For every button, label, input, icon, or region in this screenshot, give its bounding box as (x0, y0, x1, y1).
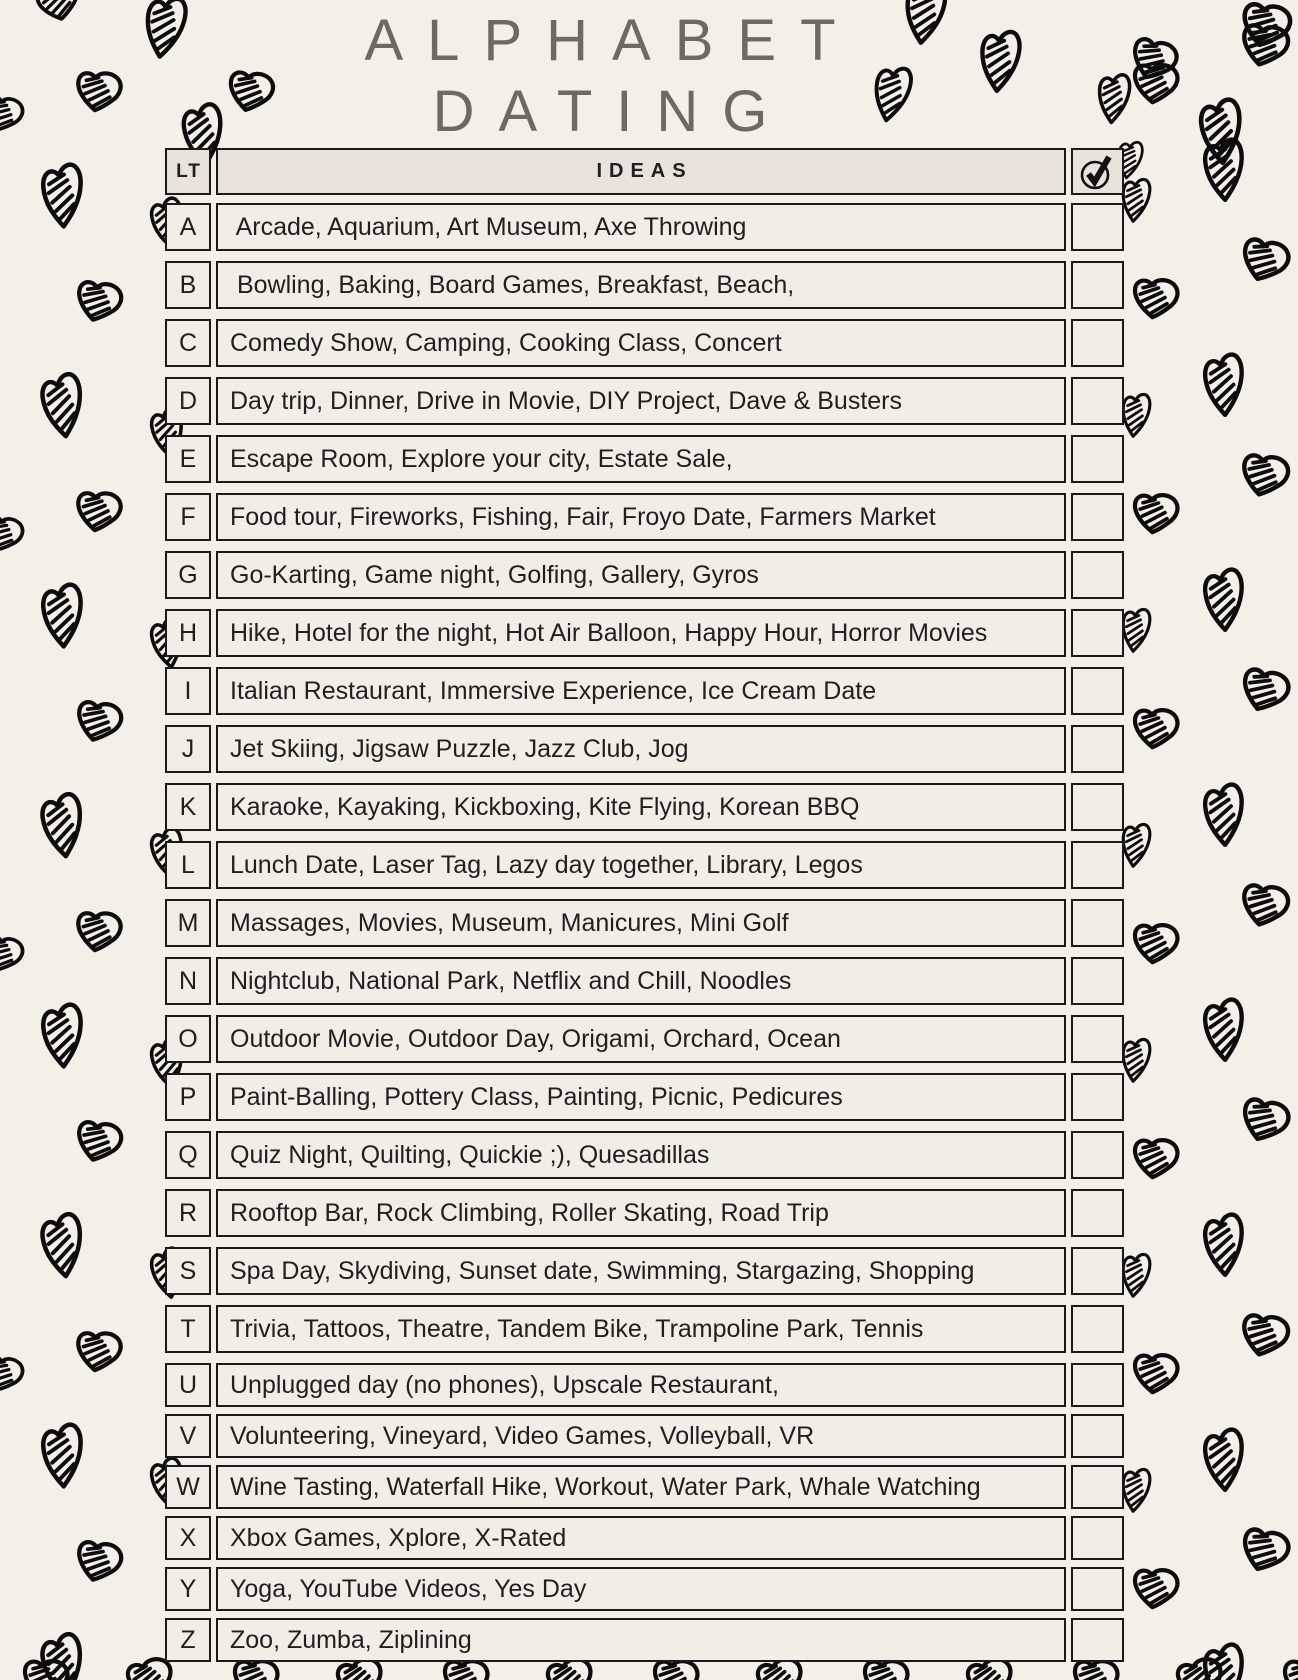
check-circle-icon (1079, 152, 1117, 192)
checkbox-cell[interactable] (1071, 1363, 1124, 1407)
letter-cell: S (165, 1247, 211, 1295)
ideas-cell: Bowling, Baking, Board Games, Breakfast, Beach, (216, 261, 1066, 309)
heart-doodle-icon (38, 1419, 86, 1492)
heart-doodle-icon (1232, 230, 1297, 291)
table-row (165, 203, 1124, 251)
heart-doodle-icon (1232, 1090, 1297, 1151)
ideas-cell: Jet Skiing, Jigsaw Puzzle, Jazz Club, Jog (216, 725, 1066, 773)
ideas-cell: Zoo, Zumba, Ziplining (216, 1618, 1066, 1662)
table-row (165, 1131, 1124, 1179)
letter-cell: H (165, 609, 211, 657)
letter-cell: V (165, 1414, 211, 1458)
letter-cell: X (165, 1516, 211, 1560)
ideas-cell: Italian Restaurant, Immersive Experience, Ice Cream Date (216, 667, 1066, 715)
heart-doodle-icon (38, 579, 86, 652)
heart-doodle-icon (1200, 1209, 1247, 1280)
table-row (165, 1015, 1124, 1063)
heart-doodle-icon (1127, 274, 1183, 325)
checkbox-cell[interactable] (1071, 493, 1124, 541)
letter-cell: M (165, 899, 211, 947)
ideas-cell: Lunch Date, Laser Tag, Lazy day together, Library, Legos (216, 841, 1066, 889)
ideas-cell: Paint-Balling, Pottery Class, Painting, Picnic, Pedicures (216, 1073, 1066, 1121)
letter-cell: O (165, 1015, 211, 1063)
ideas-cell: Comedy Show, Camping, Cooking Class, Concert (216, 319, 1066, 367)
heart-doodle-icon (1200, 994, 1247, 1065)
ideas-cell: Day trip, Dinner, Drive in Movie, DIY Project, Dave & Busters (216, 377, 1066, 425)
table-body (165, 203, 1124, 1662)
checkbox-cell[interactable] (1071, 899, 1124, 947)
title-line-1: ALPHABET (364, 8, 860, 73)
table-row (165, 551, 1124, 599)
heart-doodle-icon (68, 1114, 128, 1170)
heart-doodle-icon (0, 929, 29, 980)
table-row (165, 1189, 1124, 1237)
table-row (165, 1363, 1124, 1407)
heart-doodle-icon (35, 787, 87, 863)
heart-doodle-icon (1200, 1424, 1247, 1495)
checkbox-cell[interactable] (1071, 319, 1124, 367)
table-row (165, 493, 1124, 541)
table-row (165, 377, 1124, 425)
ideas-cell: Spa Day, Skydiving, Sunset date, Swimming, Stargazing, Shopping (216, 1247, 1066, 1295)
heart-doodle-icon (35, 367, 87, 443)
letter-cell: G (165, 551, 211, 599)
alphabet-table (165, 148, 1124, 1662)
letter-cell: K (165, 783, 211, 831)
heart-doodle-icon (1200, 564, 1247, 635)
letter-cell: T (165, 1305, 211, 1353)
letter-cell: P (165, 1073, 211, 1121)
heart-doodle-icon (1232, 660, 1297, 721)
ideas-cell: Quiz Night, Quilting, Quickie ;), Quesadillas (216, 1131, 1066, 1179)
heart-doodle-icon (1127, 704, 1183, 755)
table-header-row (165, 148, 1124, 195)
ideas-cell: Arcade, Aquarium, Art Museum, Axe Throwing (216, 203, 1066, 251)
table-row (165, 1073, 1124, 1121)
heart-doodle-icon (70, 486, 127, 538)
checkbox-cell[interactable] (1071, 1247, 1124, 1295)
ideas-cell: Karaoke, Kayaking, Kickboxing, Kite Flying, Korean BBQ (216, 783, 1066, 831)
heart-doodle-icon (1232, 1520, 1297, 1581)
checkbox-cell[interactable] (1071, 1414, 1124, 1458)
letter-cell: W (165, 1465, 211, 1509)
letter-cell: J (165, 725, 211, 773)
heart-doodle-icon (1127, 1349, 1183, 1400)
heart-doodle-icon (1127, 1134, 1183, 1185)
checkbox-cell[interactable] (1071, 551, 1124, 599)
letter-cell: B (165, 261, 211, 309)
ideas-cell: Yoga, YouTube Videos, Yes Day (216, 1567, 1066, 1611)
ideas-cell: Outdoor Movie, Outdoor Day, Origami, Orchard, Ocean (216, 1015, 1066, 1063)
heart-doodle-icon (1233, 447, 1295, 505)
table-row (165, 899, 1124, 947)
checkbox-cell[interactable] (1071, 1015, 1124, 1063)
heart-doodle-icon (1233, 877, 1295, 935)
checkbox-cell[interactable] (1071, 1189, 1124, 1237)
heart-doodle-icon (1277, 1655, 1298, 1680)
checkbox-cell[interactable] (1071, 1618, 1124, 1662)
checkbox-cell[interactable] (1071, 1567, 1124, 1611)
table-row (165, 1567, 1124, 1611)
ideas-cell: Volunteering, Vineyard, Video Games, Volleyball, VR (216, 1414, 1066, 1458)
table-row (165, 783, 1124, 831)
heart-doodle-icon (1200, 349, 1247, 420)
column-header-ideas: IDEAS (216, 148, 1066, 195)
heart-doodle-icon (35, 1207, 87, 1283)
ideas-cell: Trivia, Tattoos, Theatre, Tandem Bike, Trampoline Park, Tennis (216, 1305, 1066, 1353)
checkbox-cell[interactable] (1071, 783, 1124, 831)
ideas-cell: Hike, Hotel for the night, Hot Air Balloon, Happy Hour, Horror Movies (216, 609, 1066, 657)
title-line-2: DATING (432, 78, 792, 144)
checkbox-cell[interactable] (1071, 1073, 1124, 1121)
table-row (165, 435, 1124, 483)
heart-doodle-icon (1200, 134, 1247, 205)
checkbox-cell[interactable] (1071, 841, 1124, 889)
checkbox-cell[interactable] (1071, 1465, 1124, 1509)
table-row (165, 1247, 1124, 1295)
checkbox-cell[interactable] (1071, 1305, 1124, 1353)
letter-cell: U (165, 1363, 211, 1407)
letter-cell: L (165, 841, 211, 889)
heart-doodle-icon (68, 694, 128, 750)
letter-cell: Q (165, 1131, 211, 1179)
heart-doodle-icon (1127, 919, 1183, 970)
heart-doodle-icon (0, 1349, 29, 1400)
table-row (165, 1516, 1124, 1560)
letter-cell: A (165, 203, 211, 251)
table-row (165, 1414, 1124, 1458)
heart-doodle-icon (68, 1534, 128, 1590)
table-row (165, 725, 1124, 773)
checkbox-cell[interactable] (1071, 609, 1124, 657)
table-row (165, 667, 1124, 715)
table-row (165, 1618, 1124, 1662)
letter-cell: Z (165, 1618, 211, 1662)
letter-cell: C (165, 319, 211, 367)
ideas-cell: Xbox Games, Xplore, X-Rated (216, 1516, 1066, 1560)
heart-doodle-icon (1127, 489, 1183, 540)
ideas-cell: Massages, Movies, Museum, Manicures, Mini Golf (216, 899, 1066, 947)
heart-doodle-icon (70, 906, 127, 958)
ideas-cell: Unplugged day (no phones), Upscale Restaurant, (216, 1363, 1066, 1407)
table-row (165, 609, 1124, 657)
ideas-cell: Wine Tasting, Waterfall Hike, Workout, Water Park, Whale Watching (216, 1465, 1066, 1509)
heart-doodle-icon (1233, 1307, 1295, 1365)
checkbox-cell[interactable] (1071, 1516, 1124, 1560)
letter-cell: N (165, 957, 211, 1005)
table-row (165, 319, 1124, 367)
letter-cell: F (165, 493, 211, 541)
page-title (0, 6, 1200, 148)
letter-cell: I (165, 667, 211, 715)
letter-cell: E (165, 435, 211, 483)
checkbox-cell[interactable] (1071, 377, 1124, 425)
column-header-done (1071, 148, 1124, 195)
ideas-cell: Rooftop Bar, Rock Climbing, Roller Skating, Road Trip (216, 1189, 1066, 1237)
letter-cell: D (165, 377, 211, 425)
table-row (165, 957, 1124, 1005)
checkbox-cell[interactable] (1071, 957, 1124, 1005)
checkbox-cell[interactable] (1071, 1131, 1124, 1179)
heart-doodle-icon (68, 274, 128, 330)
heart-doodle-icon (38, 159, 86, 232)
ideas-cell: Escape Room, Explore your city, Estate Sale, (216, 435, 1066, 483)
ideas-cell: Food tour, Fireworks, Fishing, Fair, Froyo Date, Farmers Market (216, 493, 1066, 541)
letter-cell: R (165, 1189, 211, 1237)
checkbox-cell[interactable] (1071, 725, 1124, 773)
table-row (165, 1465, 1124, 1509)
ideas-cell: Go-Karting, Game night, Golfing, Gallery, Gyros (216, 551, 1066, 599)
heart-doodle-icon (70, 1326, 127, 1378)
heart-doodle-icon (1200, 779, 1247, 850)
table-row (165, 261, 1124, 309)
heart-doodle-icon (38, 999, 86, 1072)
table-row (165, 841, 1124, 889)
checkbox-cell[interactable] (1071, 203, 1124, 251)
checkbox-cell[interactable] (1071, 261, 1124, 309)
heart-doodle-icon (0, 509, 29, 560)
letter-cell: Y (165, 1567, 211, 1611)
checkbox-cell[interactable] (1071, 435, 1124, 483)
table-row (165, 1305, 1124, 1353)
column-header-lt: LT (165, 148, 211, 195)
heart-doodle-icon (1127, 1564, 1183, 1615)
checkbox-cell[interactable] (1071, 667, 1124, 715)
ideas-cell: Nightclub, National Park, Netflix and Chill, Noodles (216, 957, 1066, 1005)
heart-doodle-icon (1172, 1655, 1228, 1680)
